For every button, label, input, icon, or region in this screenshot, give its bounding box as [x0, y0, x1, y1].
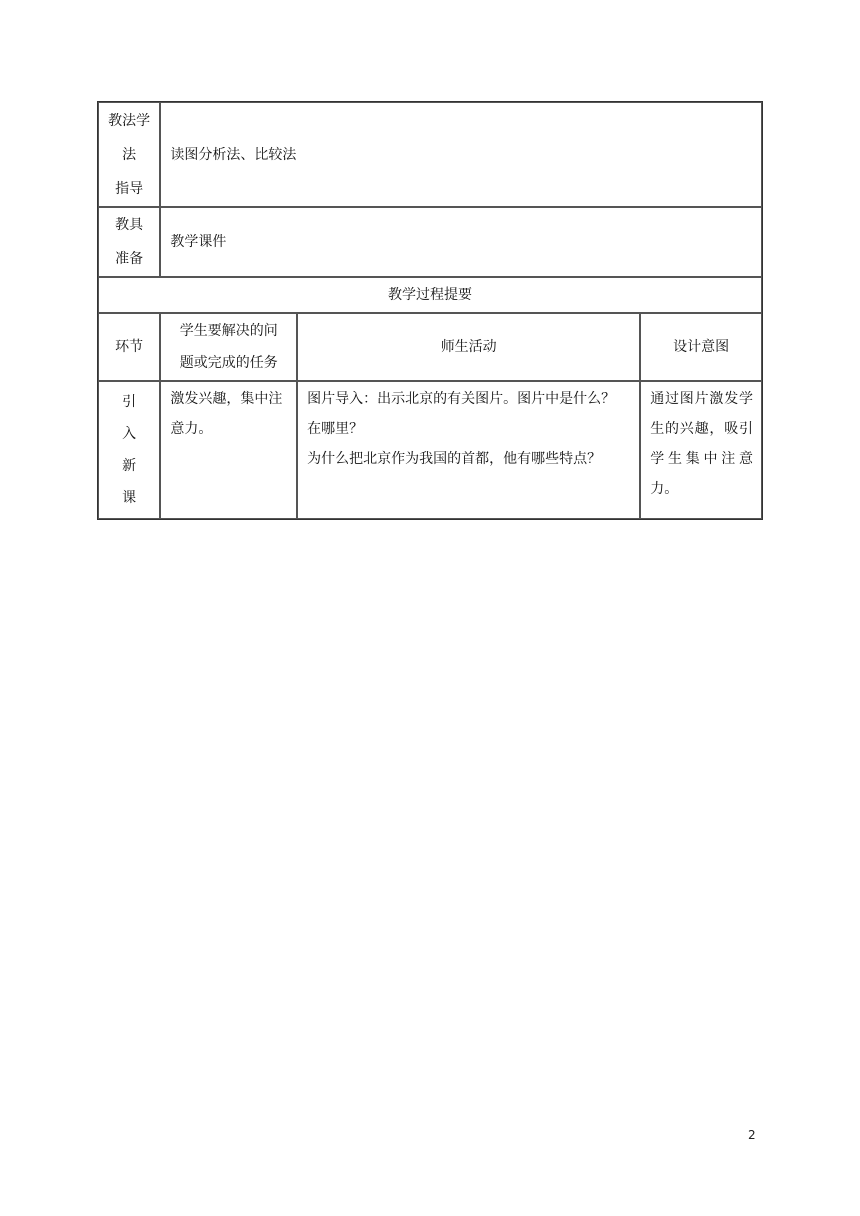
intro-activity-line: 图片导入：出示北京的有关图片。图片中是什么？: [307, 391, 616, 407]
lesson-plan-table: [97, 101, 763, 520]
teaching-method-content-cell: [160, 102, 762, 207]
teaching-tools-label-line: 准备: [115, 251, 144, 267]
intro-task-cell: [160, 381, 297, 519]
header-intent-cell: [640, 313, 762, 381]
intro-stage-char: 新: [122, 458, 137, 474]
intro-intent-line: 学生集中注意: [650, 451, 753, 467]
page-number: 2: [748, 1128, 756, 1142]
header-activity: 师生活动: [440, 339, 497, 355]
intro-stage-char: 入: [122, 426, 137, 442]
process-header-row: [98, 313, 762, 381]
process-title-cell: [98, 277, 762, 313]
lesson-plan-table-wrapper: [97, 101, 763, 520]
teaching-method-label-line: 指导: [115, 180, 144, 197]
intro-row: [98, 381, 762, 519]
teaching-tools-row: [98, 207, 762, 277]
process-title-row: [98, 277, 762, 313]
teaching-method-row: [98, 102, 762, 207]
intro-task-line: 激发兴趣，集中注: [170, 391, 283, 407]
header-stage-cell: [98, 313, 160, 381]
intro-stage-char: 引: [122, 394, 137, 410]
teaching-tools-content: 教学课件: [170, 234, 227, 250]
header-task-line: 学生要解决的问: [179, 323, 278, 339]
teaching-tools-label-cell: [98, 207, 160, 277]
teaching-tools-content-cell: [160, 207, 762, 277]
intro-task-line: 意力。: [170, 421, 213, 437]
intro-intent-line: 生的兴趣，吸引: [650, 421, 753, 437]
header-activity-cell: [297, 313, 640, 381]
teaching-method-label-cell: [98, 102, 160, 207]
teaching-method-label-line: 教法学: [108, 112, 151, 129]
intro-intent-line: 力。: [650, 481, 679, 497]
header-task-line: 题或完成的任务: [179, 355, 278, 371]
teaching-tools-label-line: 教具: [115, 217, 144, 233]
header-stage: 环节: [115, 339, 144, 355]
intro-activity-line: 为什么把北京作为我国的首都，他有哪些特点？: [307, 451, 602, 467]
intro-stage-cell: [98, 381, 160, 519]
intro-intent-cell: [640, 381, 762, 519]
process-title: 教学过程提要: [388, 287, 472, 303]
header-intent: 设计意图: [673, 339, 730, 355]
teaching-method-label-line: 法: [122, 146, 137, 163]
teaching-method-content: 读图分析法、比较法: [170, 146, 297, 163]
intro-stage-char: 课: [122, 490, 137, 506]
intro-activity-cell: [297, 381, 640, 519]
header-task-cell: [160, 313, 297, 381]
intro-activity-line: 在哪里？: [307, 421, 364, 437]
intro-intent-line: 通过图片激发学: [650, 391, 753, 407]
